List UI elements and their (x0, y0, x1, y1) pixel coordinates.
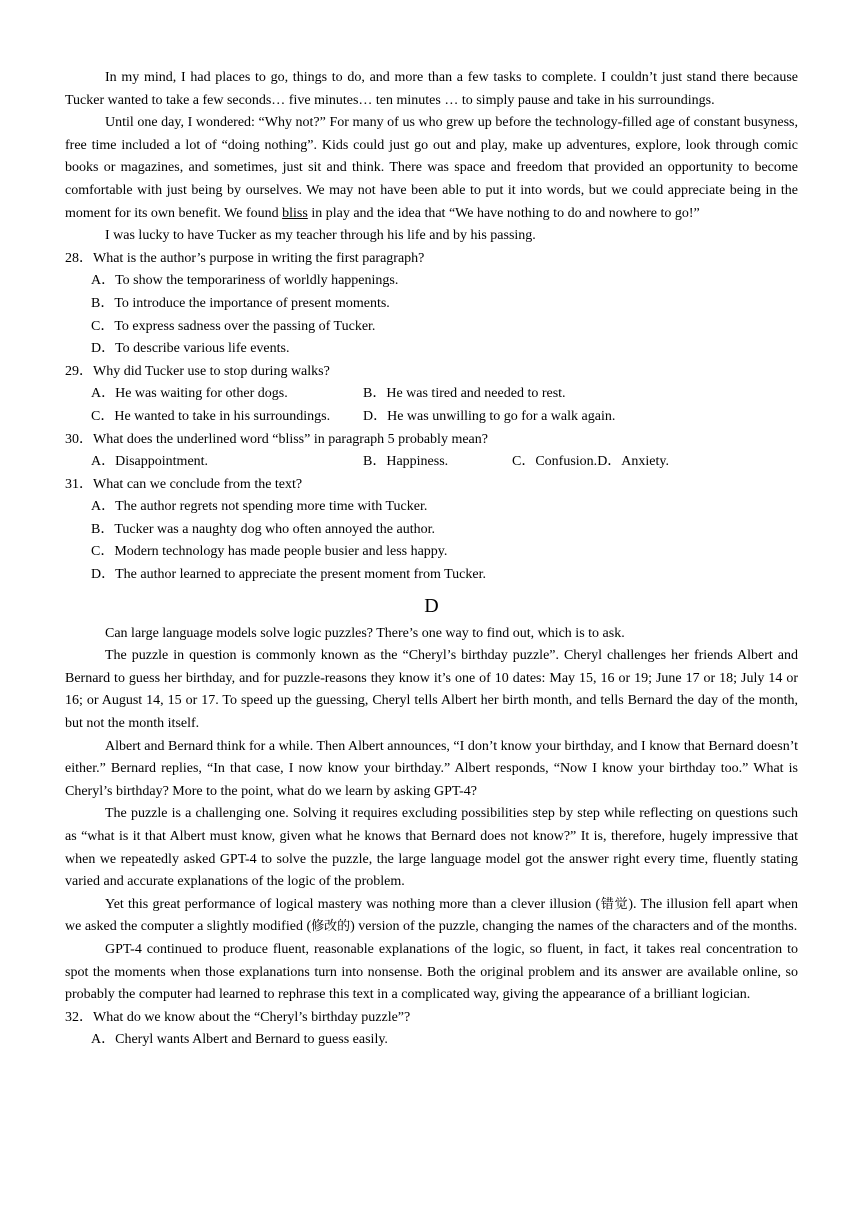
passage-d-paragraph-1: Can large language models solve logic puzzles? There’s one way to find out, which is to ask. (105, 625, 625, 641)
passage-d-paragraph-3: Albert and Bernard think for a while. Then Albert announces, “I don’t know your birthday, and I know that Bernard doesn’t either.” Bernard replies, “In that case, I now know your birthday.” Albert responds, “Now I know your birthday too.” What is Cheryl’s birthday? More to the point, what do we learn by asking GPT-4? (65, 738, 798, 799)
question-29-option-a[interactable]: A．He was waiting for other dogs. (91, 386, 288, 402)
question-32-option-a[interactable]: A．Cheryl wants Albert and Bernard to guess easily. (91, 1032, 388, 1048)
passage-d-paragraph-4: The puzzle is a challenging one. Solving it requires excluding possibilities step by step while reflecting on questions such as “what is it that Albert must know, given what he knows that Bernard does not know?” It is, therefore, hugely impressive that when we repeatedly asked GPT-4 to solve the puzzle, the large language model got the answer right every time, fluently stating varied and accurate explanations of the logic of the problem. (65, 806, 798, 890)
question-30-option-d[interactable]: D．Anxiety. (597, 454, 669, 470)
underlined-word-bliss: bliss (282, 205, 308, 221)
question-30-option-b[interactable]: B．Happiness. (363, 454, 449, 470)
question-31-option-a[interactable]: A．The author regrets not spending more time with Tucker. (91, 499, 428, 515)
question-29-option-b[interactable]: B．He was tired and needed to rest. (363, 386, 566, 402)
question-28-option-c[interactable]: C．To express sadness over the passing of Tucker. (91, 318, 376, 334)
question-28-option-a[interactable]: A．To show the temporariness of worldly happenings. (91, 273, 399, 289)
passage-c-p2-text-a: Until one day, I wondered: “Why not?” For many of us who grew up before the technology-filled age of constant busyness, free time included a lot of “doing nothing”. Kids could just go out and play, make up adventures, explore, look through comic books or magazines, and sometimes, just sit and think. There was space and freedom that provided an opportunity to become comfortable with just being by ourselves. We may not have been able to put it into words, but we could appreciate being in the moment for its own benefit. We found (65, 115, 798, 221)
question-31-option-c[interactable]: C．Modern technology has made people busier and less happy. (91, 544, 448, 560)
question-31-stem: 31．What can we conclude from the text? (65, 476, 303, 492)
passage-c-p2-text-b: in play and the idea that “We have nothing to do and nowhere to go!” (307, 205, 700, 221)
question-29-option-d[interactable]: D．He was unwilling to go for a walk again. (363, 408, 616, 424)
passage-d-p5-text-c: ) version of the puzzle, changing the names of the characters and of the months. (350, 919, 798, 935)
passage-c-paragraph-3: I was lucky to have Tucker as my teacher through his life and by his passing. (105, 228, 536, 244)
question-29-options-row-2 (65, 406, 798, 429)
passage-d-paragraph-5 (65, 894, 798, 939)
question-28-stem: 28．What is the author’s purpose in writing the first paragraph? (65, 250, 425, 266)
question-30-options-row (65, 451, 798, 474)
question-28-option-b[interactable]: B．To introduce the importance of present moments. (91, 295, 390, 311)
passage-c-paragraph-2 (65, 112, 798, 225)
passage-c-paragraph-1: In my mind, I had places to go, things to do, and more than a few tasks to complete. I couldn’t just stand there because Tucker wanted to take a few seconds… five minutes… ten minutes … to simply pause and take in his surroundings. (65, 70, 798, 108)
question-29-option-c[interactable]: C．He wanted to take in his surroundings. (91, 408, 331, 424)
chinese-gloss-illusion: 错觉 (600, 896, 629, 912)
question-29-options-row-1 (65, 383, 798, 406)
question-30-option-c[interactable]: C．Confusion. (512, 454, 598, 470)
question-31-option-d[interactable]: D．The author learned to appreciate the present moment from Tucker. (91, 567, 486, 583)
exam-page (65, 67, 798, 1052)
question-30-option-a[interactable]: A．Disappointment. (91, 454, 209, 470)
question-29-stem: 29．Why did Tucker use to stop during walks? (65, 363, 330, 379)
passage-d-p5-text-a: Yet this great performance of logical mastery was nothing more than a clever illusion ( (105, 896, 601, 912)
question-28-option-d[interactable]: D．To describe various life events. (91, 341, 290, 357)
chinese-gloss-modified: 修改的 (311, 919, 351, 935)
passage-d-paragraph-2: The puzzle in question is commonly known as the “Cheryl’s birthday puzzle”. Cheryl challenges her friends Albert and Bernard to guess her birthday, and for puzzle-reasons they know it’s one of 10 dates: May 15, 16 or 19; June 17 or 18; July 14 or 16; or August 14, 15 or 17. To speed up the guessing, Cheryl tells Albert her birth month, and tells Bernard the day of the month, but not the month itself. (65, 648, 798, 732)
section-heading-d: D (424, 594, 439, 617)
question-30-stem: 30．What does the underlined word “bliss” in paragraph 5 probably mean? (65, 431, 488, 447)
passage-d-p5-text-b: ). The illusion fell apart when we asked the computer a slightly modified ( (65, 896, 798, 935)
question-32-stem: 32．What do we know about the “Cheryl’s birthday puzzle”? (65, 1009, 411, 1025)
question-31-option-b[interactable]: B．Tucker was a naughty dog who often annoyed the author. (91, 521, 435, 537)
passage-d-paragraph-6: GPT-4 continued to produce fluent, reasonable explanations of the logic, so fluent, in fact, it takes real concentration to spot the moments when those explanations turn into nonsense. Both the original problem and its answer are available online, so probably the computer had learned to rephrase this text in a complicated way, giving the appearance of a brilliant logician. (65, 941, 798, 1003)
